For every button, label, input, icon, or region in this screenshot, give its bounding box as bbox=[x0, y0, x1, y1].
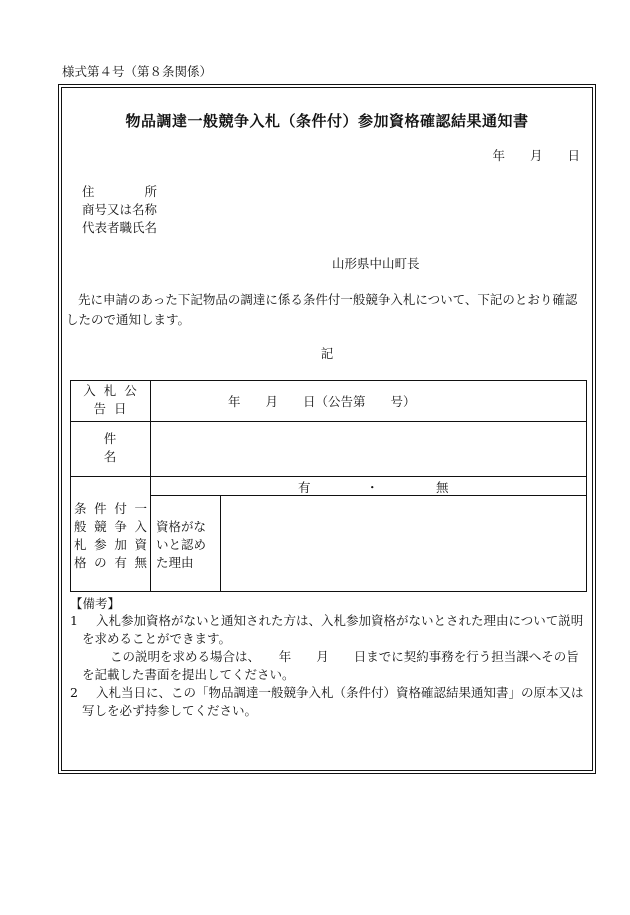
document-inner-frame bbox=[61, 87, 593, 771]
reason-label: 資格がないと認めた理由 bbox=[156, 519, 207, 570]
notice-body: 先に申請のあった下記物品の調達に係る条件付一般競争入札について、下記のとおり確認したので通知します。 bbox=[66, 292, 578, 327]
document-title: 物品調達一般競争入札（条件付）参加資格確認結果通知書 bbox=[125, 112, 529, 130]
bid-notice-date-value: 年 月 日（公告第 号） bbox=[228, 394, 416, 409]
issue-date: 年 月 日 bbox=[492, 148, 580, 163]
note-text: 入札参加資格がないと通知された方は、入札参加資格がないとされた理由について説明を求めることができます。 bbox=[82, 613, 584, 646]
note-item bbox=[70, 684, 584, 720]
address-label: 住 所 bbox=[82, 184, 158, 199]
qualification-separator: ・ bbox=[366, 480, 379, 495]
company-name-label: 商号又は名称 bbox=[82, 202, 158, 217]
notes-heading: 【備考】 bbox=[70, 596, 121, 611]
note-item bbox=[70, 612, 584, 648]
reason-value bbox=[226, 500, 581, 586]
document-frame bbox=[58, 84, 596, 774]
note-item bbox=[70, 648, 584, 684]
item-name-label: 件 名 bbox=[103, 431, 129, 464]
qualification-label: 条 件 付 一 般 競 争 入 札 参 加 資 格 の 有 無 bbox=[74, 501, 148, 570]
form-number-label: 様式第４号（第８条関係） bbox=[62, 64, 213, 79]
qualification-yes: 有 bbox=[298, 480, 311, 495]
note-number: 2 bbox=[70, 685, 78, 700]
note-text: 入札当日に、この「物品調達一般競争入札（条件付）資格確認結果通知書」の原本又は写しを必ず持参してください。 bbox=[82, 685, 584, 718]
qualification-no: 無 bbox=[436, 480, 449, 495]
ki-heading: 記 bbox=[320, 346, 334, 361]
info-table bbox=[70, 380, 587, 592]
representative-label: 代表者職氏名 bbox=[82, 220, 158, 235]
sender-name: 山形県中山町長 bbox=[332, 256, 420, 271]
note-text: この説明を求める場合は、 年 月 日までに契約事務を行う担当課へその旨を記載した書面を提出してください。 bbox=[82, 649, 579, 682]
note-number: 1 bbox=[70, 613, 78, 628]
bid-notice-date-label: 入 札 公 告 日 bbox=[83, 383, 139, 416]
